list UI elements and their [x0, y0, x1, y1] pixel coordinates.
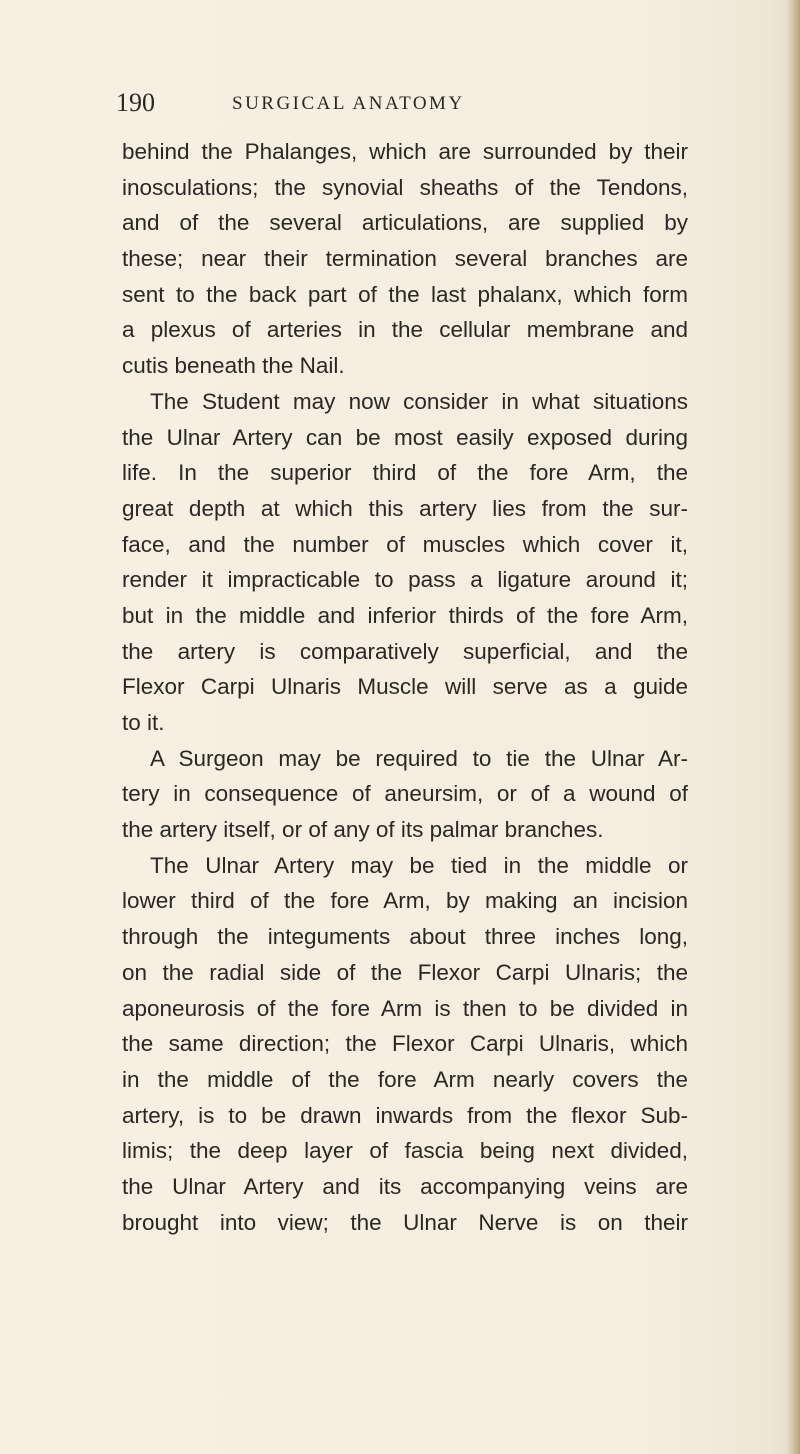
text-line: sent to the back part of the last phalanx, which form	[122, 281, 688, 307]
text-line: the Ulnar Artery can be most easily exposed during	[122, 424, 688, 450]
text-line: life. In the superior third of the fore Arm, the	[122, 460, 688, 486]
text-line: aponeurosis of the fore Arm is then to be divided in	[122, 995, 688, 1021]
text-line: behind the Phalanges, which are surrounded by their	[122, 139, 688, 164]
text-line: The Student may now consider in what situations	[150, 388, 688, 414]
text-line: the same direction; the Flexor Carpi Ulnaris, which	[122, 1031, 688, 1057]
text-line: face, and the number of muscles which cover it,	[122, 531, 688, 557]
text-line: tery in consequence of aneursim, or of a wound of	[122, 781, 688, 807]
text-line: through the integuments about three inches long,	[122, 924, 688, 950]
text-line: limis; the deep layer of fascia being next divided,	[122, 1138, 688, 1164]
text-line: inosculations; the synovial sheaths of the Tendons,	[122, 174, 688, 200]
text-line: artery, is to be drawn inwards from the flexor Sub-	[122, 1102, 688, 1128]
page-header	[116, 88, 676, 122]
text-line: and of the several articulations, are supplied by	[122, 210, 688, 236]
text-line: the artery is comparatively superficial, and the	[122, 638, 688, 664]
text-line: a plexus of arteries in the cellular membrane and	[122, 317, 688, 343]
text-line: lower third of the fore Arm, by making an incision	[122, 888, 688, 914]
text-line: The Ulnar Artery may be tied in the middle or	[150, 852, 688, 878]
text-line: these; near their termination several branches are	[122, 246, 688, 272]
page-edge-shadow	[786, 0, 800, 1454]
text-line: Flexor Carpi Ulnaris Muscle will serve as a guide	[122, 674, 688, 700]
page-number: 190	[116, 88, 155, 117]
text-line: A Surgeon may be required to tie the Ulnar Ar-	[150, 745, 688, 771]
text-line: in the middle of the fore Arm nearly covers the	[122, 1066, 688, 1092]
text-line: but in the middle and inferior thirds of the fore Arm,	[122, 602, 688, 628]
text-line: render it impracticable to pass a ligature around it;	[122, 567, 688, 593]
text-line: great depth at which this artery lies from the sur-	[122, 495, 688, 521]
text-line: cutis beneath the Nail.	[122, 353, 345, 379]
body-text	[122, 134, 688, 1240]
text-line: the artery itself, or of any of its palmar branches.	[122, 817, 604, 843]
text-line: the Ulnar Artery and its accompanying veins are	[122, 1173, 688, 1199]
text-line: to it.	[122, 710, 165, 735]
text-line: on the radial side of the Flexor Carpi Ulnaris; the	[122, 959, 688, 985]
text-line: brought into view; the Ulnar Nerve is on their	[122, 1209, 688, 1235]
running-head: SURGICAL ANATOMY	[232, 93, 465, 114]
